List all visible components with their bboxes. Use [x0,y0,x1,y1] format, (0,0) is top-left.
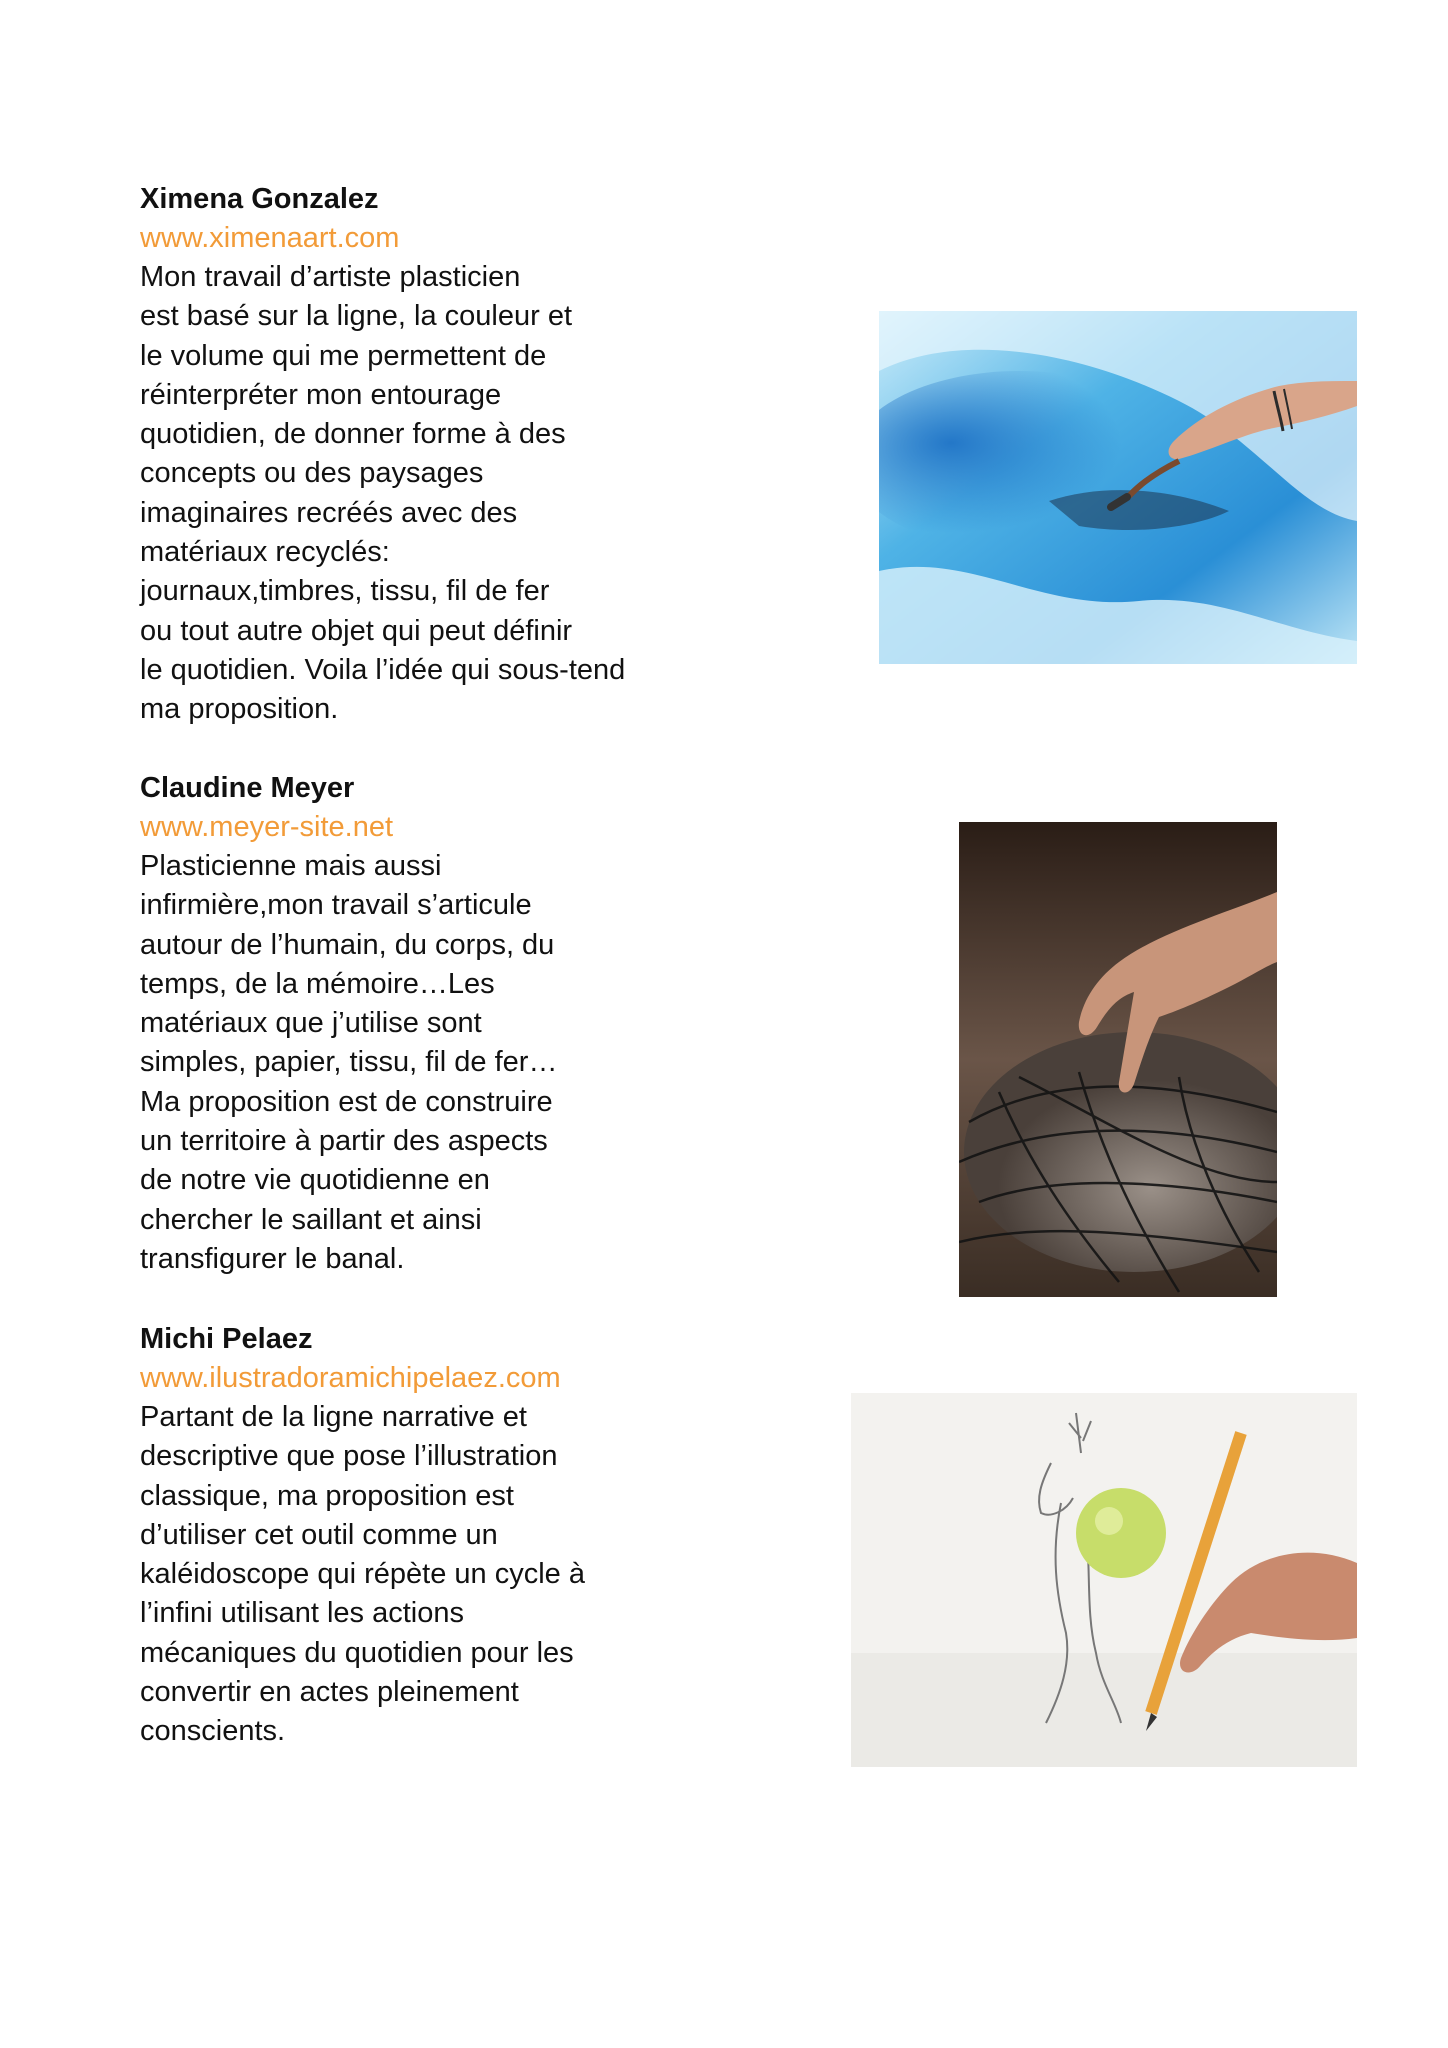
description-line: journaux,timbres, tissu, fil de fer [140,575,550,608]
artist-website-link[interactable]: www.ximenaart.com [140,222,400,254]
description-line: concepts ou des paysages [140,457,484,490]
description-line: transfigurer le banal. [140,1242,405,1275]
artist-website-link[interactable]: www.meyer-site.net [140,811,394,843]
description-line: kaléidoscope qui répète un cycle à [140,1558,585,1591]
description-line: ou tout autre objet qui peut définir [140,614,573,647]
description-line: réinterpréter mon entourage [140,378,502,411]
photo-painting-blue-watercolor [879,311,1357,664]
artist-name: Michi Pelaez [140,1323,313,1355]
description-line: l’infini utilisant les actions [140,1597,464,1630]
artist-description [140,847,700,1279]
description-line: matériaux recyclés: [140,536,390,569]
description-line: conscients. [140,1715,286,1748]
artist-section-ximena-gonzalez [140,180,700,730]
description-line: Ma proposition est de construire [140,1085,553,1118]
description-line: imaginaires recréés avec des [140,496,518,529]
description-line: Plasticienne mais aussi [140,850,442,882]
description-line: Mon travail d’artiste plasticien [140,261,521,293]
description-line: un territoire à partir des aspects [140,1125,548,1158]
artist-section-michi-pelaez [140,1320,700,1752]
description-line: convertir en actes pleinement [140,1676,519,1709]
description-line: est basé sur la ligne, la couleur et [140,300,573,333]
description-line: autour de l’humain, du corps, du [140,928,555,961]
description-line: Partant de la ligne narrative et [140,1401,527,1433]
description-line: le quotidien. Voila l’idée qui sous-tend [140,653,626,686]
description-line: quotidien, de donner forme à des [140,418,566,451]
description-line: infirmière,mon travail s’articule [140,889,532,922]
description-line: le volume qui me permettent de [140,339,547,372]
description-line: simples, papier, tissu, fil de fer… [140,1046,558,1079]
artist-description [140,258,700,730]
description-line: de notre vie quotidienne en [140,1164,490,1197]
artist-website-link[interactable]: www.ilustradoramichipelaez.com [140,1362,561,1394]
description-line: classique, ma proposition est [140,1479,514,1512]
artist-name: Claudine Meyer [140,772,355,804]
description-line: matériaux que j’utilise sont [140,1007,482,1040]
description-line: chercher le saillant et ainsi [140,1203,482,1236]
description-line: mécaniques du quotidien pour les [140,1636,574,1669]
description-line: ma proposition. [140,693,339,726]
artist-name: Ximena Gonzalez [140,183,379,215]
description-line: temps, de la mémoire…Les [140,967,495,1000]
artist-section-claudine-meyer [140,769,700,1279]
description-line: d’utiliser cet outil comme un [140,1518,498,1551]
description-line: descriptive que pose l’illustration [140,1440,558,1473]
artist-description [140,1398,700,1752]
photo-pencil-illustration [851,1393,1357,1767]
photo-wire-sculpture-hand [959,822,1277,1297]
